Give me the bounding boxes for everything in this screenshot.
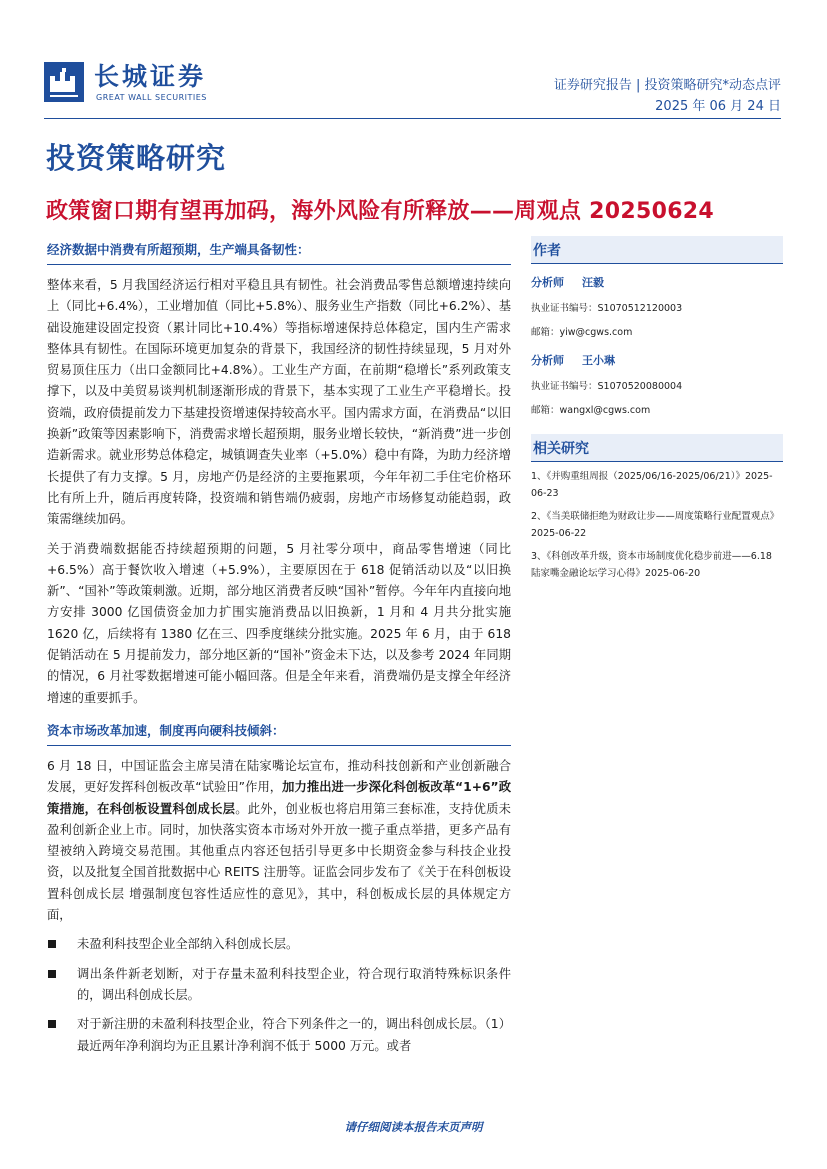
main-content bbox=[47, 236, 511, 1065]
analyst-card bbox=[531, 274, 783, 338]
section-heading-capital-market: 资本市场改革加速，制度再向硬科技倾斜： bbox=[47, 717, 511, 746]
analyst-email bbox=[531, 324, 783, 338]
great-wall-logo-icon bbox=[44, 62, 84, 102]
footer-disclaimer: 请仔细阅读本报告末页声明 bbox=[344, 1120, 483, 1134]
email-label: 邮箱： bbox=[531, 405, 560, 416]
related-research-item[interactable]: 1、《并购重组周报（2025/06/16-2025/06/21）》2025-06-23 bbox=[531, 471, 773, 499]
bullet-square-icon bbox=[48, 940, 56, 948]
email-link[interactable]: wangxl@cgws.com bbox=[559, 405, 651, 416]
cert-number: S1070512120003 bbox=[597, 303, 683, 314]
logo-text-cn: 长城证券 bbox=[94, 62, 207, 91]
related-research-item[interactable]: 2、《当美联储拒绝为财政让步——周度策略行业配置观点》2025-06-22 bbox=[531, 511, 780, 539]
paragraph-economy-overview: 整体来看，5 月我国经济运行相对平稳且具有韧性。社会消费品零售总额增速持续向上（同比+6.4%），工业增加值（同比+5.8%）、服务业生产指数（同比+6.2%）、基础设施建设固定投资（累计同比+10.4%）等指标增速保持总体稳定，国内生产需求整体具有韧性。在国际环境更加复杂的背景下，我国经济的韧性持续显现，5 月对外贸易顶住压力（出口金额同比+4.8%）。工业生产方面，在前期“稳增长”系列政策支撑下，以及中美贸易谈判机制逐渐形成的背景下，基本实现了工业生产平稳增长。投资端，政府债提前发力下基建投资增速保持较高水平。国内需求方面，在消费品“以旧换新”政策等因素影响下，消费需求增长超预期，服务业增长较快，“新消费”进一步创造新需求。就业形势总体稳定，城镇调查失业率（+5.0%）稳中有降，为助力经济增长提供了有力支撑。5 月，房地产仍是经济的主要拖累项，今年年初二手住宅价格环比有所上升，随后再度转降，投资端和销售端仍疲弱，房地产市场修复动能趋弱，政策需继续加码。 bbox=[47, 278, 511, 527]
report-type: 证券研究报告 | 投资策略研究*动态点评 bbox=[553, 78, 781, 93]
analyst-name-text: 王小琳 bbox=[582, 354, 615, 367]
related-research-heading: 相关研究 bbox=[531, 434, 783, 462]
list-item-text: 调出条件新老划断，对于存量未盈利科技型企业，符合现行取消特殊标识条件的，调出科创成长层。 bbox=[77, 966, 511, 1002]
paragraph-consumption: 关于消费端数据能否持续超预期的问题，5 月社零分项中，商品零售增速（同比+6.5%）高于餐饮收入增速（+5.9%），主要原因在于 618 促销活动以及“以旧换新”、“国补”等政策刺激。近期，部分地区消费者反映“国补”暂停。今年年内直接向地方安排 3000 亿国债资金加力扩围实施消费品以旧换新，1 月和 4 月共分批实施 1620 亿，后续将有 1380 亿在三、四季度继续分批实施。2025 年 6 月，由于 618 促销活动在 5 月提前发力，部分地区新的“国补”资金未下达，以及参考 2024 年同期的情况，6 月社零数据增速可能小幅回落。但是全年来看，消费端仍是支撑全年经济增速的重要抓手。 bbox=[47, 541, 511, 705]
analyst-email bbox=[531, 402, 783, 416]
cert-label: 执业证书编号： bbox=[531, 303, 598, 314]
list-item-text: 未盈利科技型企业全部纳入科创成长层。 bbox=[77, 937, 299, 952]
analyst-cert bbox=[531, 378, 783, 392]
header-divider bbox=[44, 118, 781, 119]
analyst-cert bbox=[531, 300, 783, 314]
list-item bbox=[47, 934, 511, 955]
authors-heading: 作者 bbox=[531, 236, 783, 264]
email-link[interactable]: yiw@cgws.com bbox=[559, 327, 633, 338]
related-research-item[interactable]: 3、《科创改革升级，资本市场制度优化稳步前进——6.18 陆家嘴金融论坛学习心得》2025-06-20 bbox=[531, 551, 772, 579]
cert-number: S1070520080004 bbox=[597, 381, 683, 392]
cert-label: 执业证书编号： bbox=[531, 381, 598, 392]
analyst-name-text: 汪毅 bbox=[582, 276, 604, 289]
bullet-square-icon bbox=[48, 970, 56, 978]
report-date: 2025 年 06 月 24 日 bbox=[655, 99, 781, 114]
analyst-name bbox=[531, 274, 783, 290]
bullet-square-icon bbox=[48, 1020, 56, 1028]
paragraph-capital-market bbox=[47, 756, 511, 926]
list-item-text: 对于新注册的未盈利科技型企业，符合下列条件之一的，调出科创成长层。（1）最近两年净利润均为正且累计净利润不低于 5000 万元。或者 bbox=[77, 1017, 511, 1053]
paragraph-text-post: 。此外，创业板也将启用第三套标准，支持优质未盈利创新企业上市。同时，加快落实资本市场对外开放一揽子重点举措，更多产品有望被纳入跨境交易范围。其他重点内容还包括引导更多中长期资金参与科技企业投资，以及批复全国首批数据中心 REITS 注册等。证监会同步发布了《关于在科创板设置科创成长层 增强制度包容性适应性的意见》，其中，科创板成长层的具体规定方面， bbox=[47, 801, 511, 923]
company-logo bbox=[44, 60, 224, 108]
logo-text-en: GREAT WALL SECURITIES bbox=[96, 93, 207, 102]
section-heading-economy: 经济数据中消费有所超预期，生产端具备韧性： bbox=[47, 236, 511, 265]
email-label: 邮箱： bbox=[531, 327, 560, 338]
paragraph-text-bold: 加力推出进一步深化科创板改革“1+6”政策措施，在科创板设置科创成长层 bbox=[47, 780, 511, 816]
list-item bbox=[47, 964, 511, 1007]
paragraph-text-pre: 6 月 18 日，中国证监会主席吴清在陆家嘴论坛宣布，推动科技创新和产业创新融合发展，更好发挥科创板改革“试验田”作用， bbox=[47, 758, 511, 795]
analyst-card bbox=[531, 352, 783, 416]
report-title: 政策窗口期有望再加码，海外风险有所释放——周观点 20250624 bbox=[46, 199, 715, 224]
series-title: 投资策略研究 bbox=[46, 141, 227, 175]
analyst-role: 分析师 bbox=[531, 276, 564, 289]
list-item bbox=[47, 1014, 511, 1057]
analyst-name bbox=[531, 352, 783, 368]
sidebar bbox=[531, 236, 783, 586]
analyst-role: 分析师 bbox=[531, 354, 564, 367]
